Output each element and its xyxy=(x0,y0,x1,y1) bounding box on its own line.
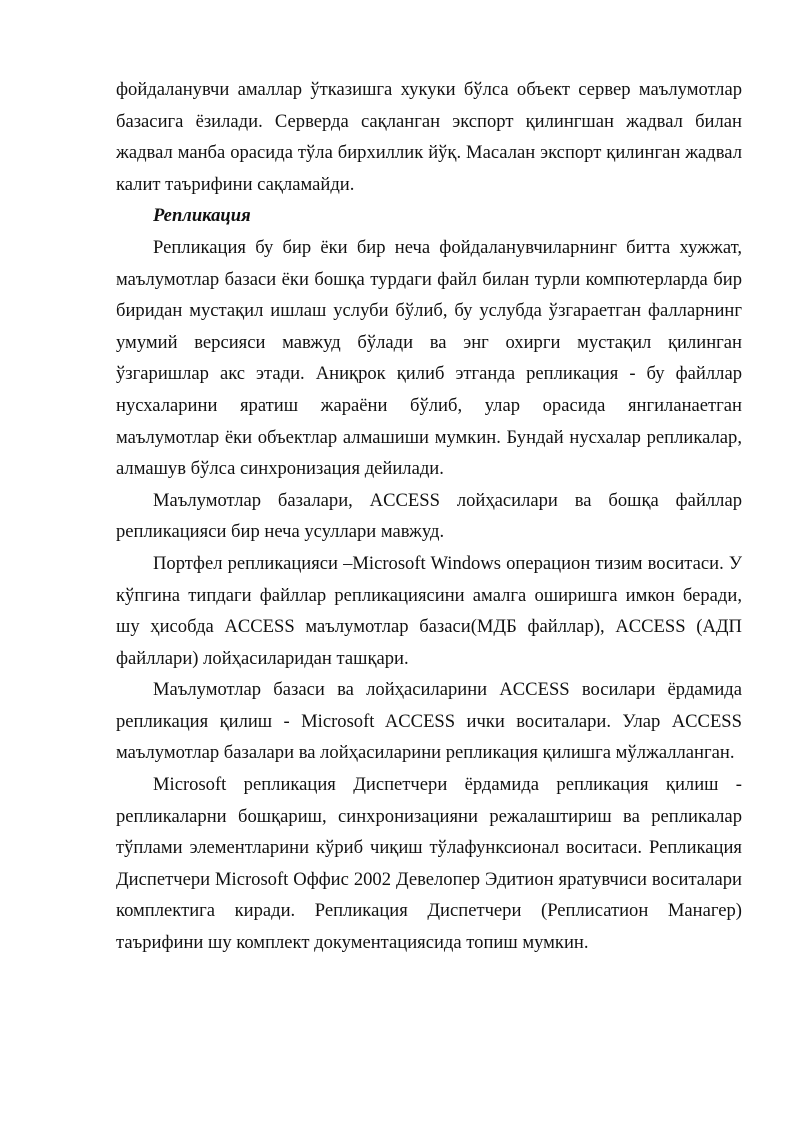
section-heading-replication: Репликация xyxy=(153,205,251,227)
document-page xyxy=(116,74,742,959)
paragraph-replication-methods: Маълумотлар базалари, ACCESS лойҳасилари ва бошқа файллар репликацияси бир неча усуллари мавжуд. xyxy=(116,489,742,543)
paragraph-briefcase-replication: Портфел репликацияси –Microsoft Windows операцион тизим воситаси. У кўпгина типдаги файллар репликациясини амалга оширишга имкон беради, шу ҳисобда ACCESS маълумотлар базаси(МДБ файллар), ACCESS (АДП файллари) лойҳасиларидан ташқари. xyxy=(116,552,742,669)
paragraph-export-continuation: фойдаланувчи амаллар ўтказишга хукуки бўлса объект сервер маълумотлар базасига ёзилади. Серверда сақланган экспорт қилингшан жадвал билан жадвал манба орасида тўла бирхиллик йўқ. Масалан экспорт қилинган жадвал калит таърифини сақламайди. xyxy=(116,79,742,195)
paragraph-access-replication: Маълумотлар базаси ва лойҳасиларини ACCESS восилари ёрдамида репликация қилиш - Microsoft ACCESS ички воситалари. Улар ACCESS маълумотлар базалари ва лойҳасиларини репликация қилишга мўлжалланган. xyxy=(116,679,742,764)
paragraph-replication-manager: Microsoft репликация Диспетчери ёрдамида репликация қилиш - репликаларни бошқариш, синхронизацияни режалаштириш ва репликалар тўплами элементларини кўриб чиқиш тўлафунксионал воситаси. Репликация Диспетчери Microsoft Оффис 2002 Девелопер Эдитион яратувчиси воситалари комплектига киради. Репликация Диспетчери (Реплисатион Манагер) таърифини шу комплект документациясида топиш мумкин. xyxy=(116,774,742,954)
paragraph-replication-definition: Репликация бу бир ёки бир неча фойдаланувчиларнинг битта хужжат, маълумотлар базаси ёки бошқа турдаги файл билан турли компютерларда бир биридан мустақил ишлаш услуби бўлиб, бу услубда ўзгараетган фалларнинг умумий версияси мавжуд бўлади ва энг охирги мустақил қилинган ўзгаришлар акс этади. Аниқрок қилиб этганда репликация - бу файллар нусхаларини яратиш жараёни бўлиб, улар орасида янгиланаетган маълумотлар ёки объектлар алмашиши мумкин. Бундай нусхалар репликалар, алмашув бўлса синхронизация дейилади. xyxy=(116,236,742,480)
